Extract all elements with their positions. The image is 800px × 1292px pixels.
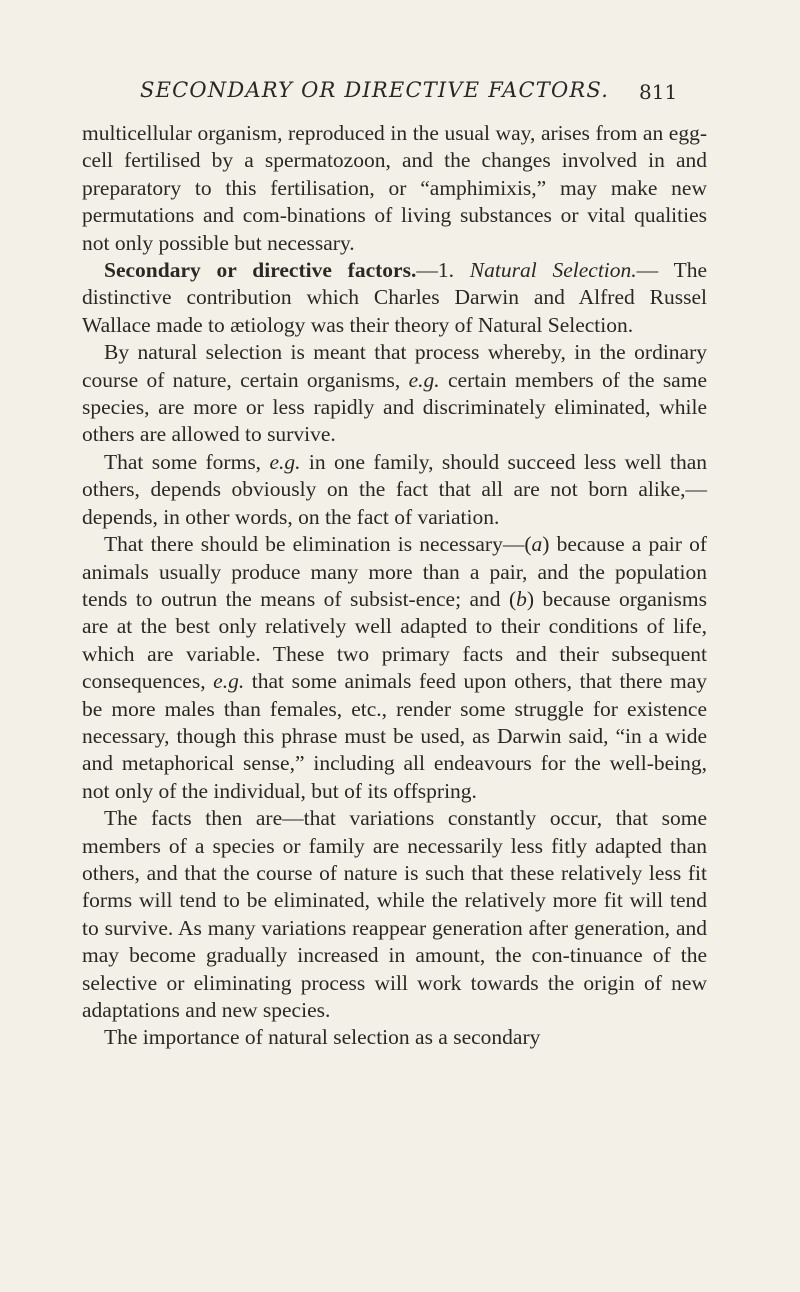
paragraph-text: that some animals feed upon others, that there may be more males than females, etc., render some struggle for existence necessary, though this phrase must be used, as Darwin said, “in a wide and metaphorical sense,” including all endeavours for the well-being, not only of the individual, but of its offspring. (82, 669, 707, 803)
abbreviation-eg: e.g. (213, 669, 245, 694)
paragraph-continuation (82, 120, 707, 257)
running-title: SECONDARY OR DIRECTIVE FACTORS. (140, 78, 610, 102)
paragraph-elimination (82, 531, 707, 805)
section-number: —1. (416, 258, 470, 283)
paragraph-definition (82, 339, 707, 449)
paragraph-facts (82, 805, 707, 1024)
paragraph-importance (82, 1024, 707, 1051)
paragraph-text: ) because organisms are at the best only relatively well adapted to their conditions of life, which are variable. These two primary facts and their subsequent consequences, (82, 586, 707, 694)
abbreviation-eg: e.g. (269, 449, 301, 474)
paragraph-text: multicellular organism, reproduced in the usual way, arises from an egg-cell fertilised by a spermatozoon, and the changes involved in and preparatory to this fertilisation, or “amphimixis,” may make new permutations and com-binations of living substances or vital qualities not only possible but necessary. (82, 121, 707, 255)
paragraph-text: certain members of the same species, are more or less rapidly and discriminately eliminated, while others are allowed to survive. (82, 367, 707, 447)
body-text (82, 120, 707, 1052)
paragraph-text: By natural selection is meant that process whereby, in the ordinary course of nature, certain organisms, (82, 340, 707, 392)
page-number: 811 (639, 80, 678, 104)
section-heading: Secondary or directive factors. (104, 258, 417, 283)
paragraph-text: in one family, should succeed less well than others, depends obviously on the fact that all are not born alike,—depends, in other words, on the fact of variation. (82, 449, 707, 529)
paragraph-text: — The distinctive contribution which Charles Darwin and Alfred Russel Wallace made to ætiology was their theory of Natural Selection. (82, 258, 708, 337)
paragraph-text: The facts then are—that variations constantly occur, that some members of a species or family are necessarily less fitly adapted than others, and that the course of nature is such that these relatively less fit forms will tend to be eliminated, while the relatively more fit will tend to survive. As many variations reappear generation after generation, and may become gradually increased in amount, the con-tinuance of the selective or eliminating process will work towards the origin of new adaptations and new species. (82, 806, 707, 1022)
list-label-a: a (531, 532, 543, 557)
paragraph-text: That some forms, (104, 449, 270, 474)
list-label-b: b (516, 586, 527, 611)
paragraph-text: ) because a pair of animals usually produce many more than a pair, and the population tends to outrun the means of subsist-ence; and ( (82, 532, 707, 611)
paragraph-variation (82, 449, 707, 531)
paragraph-text: That there should be elimination is necessary—( (104, 532, 532, 557)
running-head (0, 78, 800, 110)
paragraph-section-heading (82, 257, 707, 339)
subsection-title: Natural Selection. (469, 258, 637, 283)
abbreviation-eg: e.g. (408, 367, 440, 392)
paragraph-text: The importance of natural selection as a secondary (104, 1025, 541, 1050)
